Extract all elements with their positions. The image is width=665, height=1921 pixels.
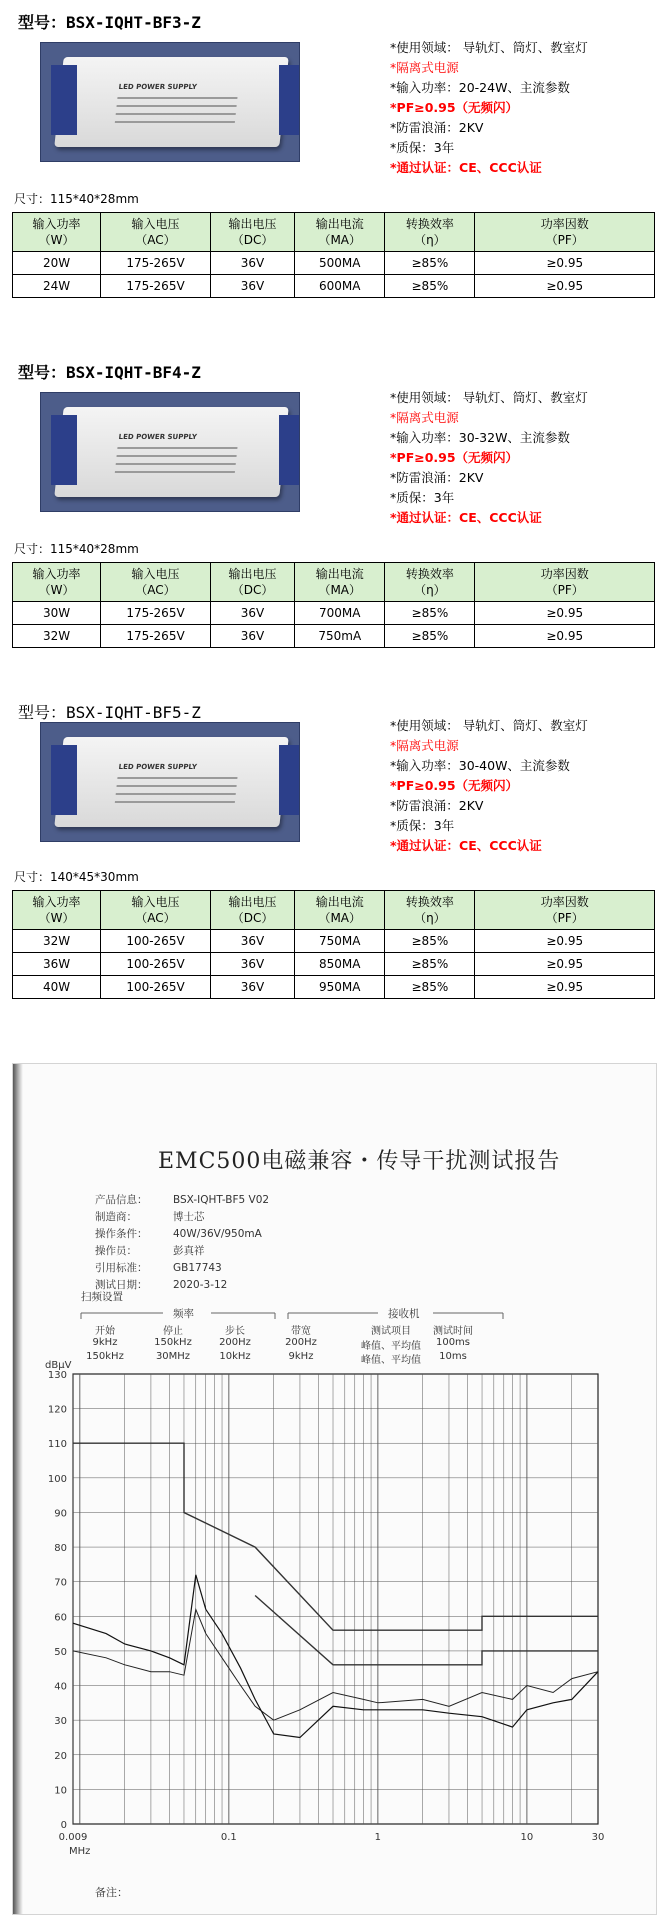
table-header-row	[13, 563, 655, 602]
info-value: 40W/36V/950mA	[173, 1228, 262, 1240]
x-tick-label: 30	[591, 1832, 605, 1843]
table-cell: 36V	[210, 625, 294, 648]
info-key: 操作条件：	[95, 1228, 148, 1240]
info-value: GB17743	[173, 1262, 222, 1274]
table-cell: 36V	[210, 953, 294, 976]
label-text: LED POWER SUPPLY	[118, 433, 198, 441]
table-cell: 175-265V	[101, 275, 211, 298]
label-lines	[114, 777, 237, 809]
spec-item: *质保：3年	[390, 818, 455, 833]
table-cell: 36V	[210, 275, 294, 298]
info-value: BSX-IQHT-BF5 V02	[173, 1194, 270, 1206]
header-unit: （MA）	[318, 911, 362, 925]
table-cell: 100-265V	[101, 976, 211, 999]
table-row	[13, 602, 655, 625]
table-cell: 36V	[210, 252, 294, 275]
table-header-cell	[13, 891, 101, 930]
info-key: 产品信息：	[95, 1194, 148, 1206]
header-label: 功率因数	[540, 217, 589, 231]
header-label: 输出电流	[315, 217, 364, 231]
y-tick-label: 80	[54, 1543, 67, 1555]
header-label: 输入电压	[131, 217, 180, 231]
y-axis-label: dBμV	[45, 1360, 72, 1371]
header-label: 输出电压	[228, 567, 277, 581]
sweep-header: 测试项目	[371, 1326, 411, 1337]
freq-group-label: 频率	[173, 1308, 194, 1320]
spec-item: *PF≥0.95（无频闪）	[390, 778, 519, 793]
size-label: 尺寸：115*40*28mm	[14, 542, 139, 556]
table-header-cell	[101, 563, 211, 602]
table-cell: 175-265V	[101, 252, 211, 275]
header-label: 输出电流	[315, 567, 364, 581]
spec-item: *输入功率：20-24W、主流参数	[390, 80, 570, 95]
label-text: LED POWER SUPPLY	[118, 83, 198, 91]
spec-item: *通过认证：CE、CCC认证	[390, 510, 542, 525]
table-cell: ≥0.95	[475, 953, 655, 976]
table-row	[13, 976, 655, 999]
table-cell: ≥0.95	[475, 275, 655, 298]
table-header-cell	[13, 563, 101, 602]
spec-item: *使用领域： 导轨灯、筒灯、教室灯	[390, 390, 588, 405]
header-label: 输入电压	[131, 895, 180, 909]
y-tick-label: 90	[54, 1508, 67, 1520]
spec-list	[390, 38, 588, 178]
y-tick-label: 70	[54, 1577, 67, 1589]
table-header-cell	[475, 891, 655, 930]
spec-item: *输入功率：30-32W、主流参数	[390, 430, 570, 445]
header-unit: （η）	[414, 583, 446, 597]
emc-chart	[13, 1354, 656, 1874]
table-cell: 500MA	[295, 252, 385, 275]
x-axis-label: MHz	[69, 1846, 91, 1857]
header-unit: （W）	[38, 583, 75, 597]
y-tick-label: 100	[47, 1473, 67, 1485]
driver-housing	[54, 57, 288, 147]
sweep-cell: 100ms	[435, 1337, 471, 1348]
table-cell: ≥85%	[385, 602, 475, 625]
x-tick-label: 0.009	[58, 1832, 88, 1843]
spec-item: *使用领域： 导轨灯、筒灯、教室灯	[390, 718, 588, 733]
table-cell: 30W	[13, 602, 101, 625]
end-cap	[279, 415, 300, 485]
model-title: 型号：BSX-IQHT-BF5-Z	[18, 703, 201, 722]
spec-item: *PF≥0.95（无频闪）	[390, 100, 519, 115]
y-tick-label: 110	[47, 1439, 67, 1451]
spec-list	[390, 716, 588, 856]
report-title: EMC500电磁兼容・传导干扰测试报告	[158, 1149, 561, 1174]
sweep-cell: 200Hz	[219, 1337, 251, 1348]
table-cell: 36V	[210, 976, 294, 999]
header-label: 输出电流	[315, 895, 364, 909]
end-cap	[279, 745, 300, 815]
y-tick-label: 0	[60, 1820, 67, 1831]
spec-item: *防雷浪涌：2KV	[390, 120, 484, 135]
info-value: 博士芯	[173, 1211, 205, 1223]
spec-list	[390, 388, 588, 528]
header-label: 输入功率	[32, 217, 81, 231]
header-unit: （AC）	[135, 911, 176, 925]
table-row	[13, 625, 655, 648]
y-tick-label: 40	[54, 1681, 67, 1693]
table-header-cell	[295, 563, 385, 602]
sweep-cell: 200Hz	[285, 1337, 317, 1348]
table-cell: ≥85%	[385, 625, 475, 648]
y-tick-label: 130	[47, 1370, 67, 1381]
sweep-header: 开始	[95, 1326, 115, 1337]
table-cell: 700MA	[295, 602, 385, 625]
sweep-header: 带宽	[291, 1326, 311, 1337]
sweep-group-lines	[13, 1064, 656, 1364]
sweep-cell: 30MHz	[155, 1351, 191, 1362]
table-header-cell	[385, 563, 475, 602]
table-header-row	[13, 213, 655, 252]
report-note: 备注：	[95, 1886, 128, 1899]
sweep-header: 测试时间	[433, 1326, 473, 1337]
driver-housing	[54, 737, 288, 827]
header-label: 功率因数	[540, 895, 589, 909]
table-row	[13, 275, 655, 298]
table-cell: ≥0.95	[475, 602, 655, 625]
table-cell: ≥85%	[385, 953, 475, 976]
header-unit: （PF）	[545, 911, 584, 925]
spec-item: *通过认证：CE、CCC认证	[390, 160, 542, 175]
header-unit: （AC）	[135, 583, 176, 597]
header-label: 输出电压	[228, 895, 277, 909]
table-row	[13, 252, 655, 275]
table-header-cell	[101, 213, 211, 252]
spec-item: *隔离式电源	[390, 60, 459, 75]
sweep-cell: 峰值、平均值	[361, 1341, 421, 1352]
table-cell: ≥0.95	[475, 930, 655, 953]
header-unit: （AC）	[135, 233, 176, 247]
header-label: 输入功率	[32, 567, 81, 581]
spec-item: *隔离式电源	[390, 410, 459, 425]
spec-item: *防雷浪涌：2KV	[390, 470, 484, 485]
sweep-cell: 10kHz	[219, 1351, 251, 1362]
info-key: 引用标准：	[95, 1262, 148, 1274]
table-cell: 750MA	[295, 930, 385, 953]
spec-table	[12, 890, 655, 999]
info-value: 彭真祥	[173, 1245, 205, 1257]
limit-line-series	[73, 1443, 598, 1630]
table-header-cell	[101, 891, 211, 930]
header-label: 转换效率	[405, 567, 454, 581]
table-cell: 36V	[210, 602, 294, 625]
model-title: 型号：BSX-IQHT-BF3-Z	[18, 13, 201, 32]
sweep-cell: 9kHz	[288, 1351, 314, 1362]
recv-group-label: 接收机	[388, 1308, 420, 1320]
header-unit: （PF）	[545, 583, 584, 597]
table-header-cell	[210, 891, 294, 930]
header-label: 功率因数	[540, 567, 589, 581]
table-cell: 100-265V	[101, 930, 211, 953]
table-cell: ≥85%	[385, 976, 475, 999]
spec-item: *质保：3年	[390, 490, 455, 505]
header-label: 输入电压	[131, 567, 180, 581]
table-row	[13, 930, 655, 953]
header-label: 输入功率	[32, 895, 81, 909]
table-cell: 32W	[13, 930, 101, 953]
header-label: 转换效率	[405, 895, 454, 909]
table-cell: ≥85%	[385, 275, 475, 298]
table-cell: 100-265V	[101, 953, 211, 976]
header-unit: （W）	[38, 233, 75, 247]
table-cell: 32W	[13, 625, 101, 648]
info-key: 制造商：	[95, 1211, 137, 1223]
sweep-title: 扫频设置	[81, 1291, 123, 1303]
header-unit: （η）	[414, 233, 446, 247]
table-cell: ≥85%	[385, 252, 475, 275]
table-header-cell	[295, 891, 385, 930]
sweep-cell: 10ms	[439, 1351, 467, 1362]
table-header-cell	[385, 213, 475, 252]
info-value: 2020-3-12	[173, 1279, 228, 1291]
x-tick-label: 0.1	[220, 1832, 237, 1843]
table-cell: ≥0.95	[475, 252, 655, 275]
sweep-cell: 9kHz	[92, 1337, 118, 1348]
y-tick-label: 60	[54, 1612, 67, 1624]
table-cell: 850MA	[295, 953, 385, 976]
spec-table	[12, 212, 655, 298]
table-cell: 36V	[210, 930, 294, 953]
table-cell: ≥85%	[385, 930, 475, 953]
spec-item: *PF≥0.95（无频闪）	[390, 450, 519, 465]
table-cell: 36W	[13, 953, 101, 976]
table-header-cell	[210, 213, 294, 252]
header-unit: （W）	[38, 911, 75, 925]
product-photo	[40, 722, 300, 842]
spec-item: *通过认证：CE、CCC认证	[390, 838, 542, 853]
header-unit: （DC）	[231, 233, 274, 247]
emc-report	[12, 1063, 657, 1915]
table-cell: 750mA	[295, 625, 385, 648]
table-cell: 950MA	[295, 976, 385, 999]
header-unit: （MA）	[318, 583, 362, 597]
table-header-row	[13, 891, 655, 930]
y-tick-label: 20	[54, 1750, 67, 1762]
info-key: 测试日期：	[95, 1279, 148, 1291]
table-header-cell	[475, 213, 655, 252]
table-header-cell	[475, 563, 655, 602]
table-cell: 175-265V	[101, 625, 211, 648]
table-cell: 40W	[13, 976, 101, 999]
table-header-cell	[210, 563, 294, 602]
header-unit: （PF）	[545, 233, 584, 247]
y-tick-label: 120	[47, 1404, 67, 1416]
header-unit: （MA）	[318, 233, 362, 247]
header-unit: （DC）	[231, 583, 274, 597]
table-header-cell	[385, 891, 475, 930]
spec-item: *防雷浪涌：2KV	[390, 798, 484, 813]
table-cell: ≥0.95	[475, 976, 655, 999]
table-header-cell	[295, 213, 385, 252]
measurement-series	[73, 1575, 598, 1738]
header-label: 输出电压	[228, 217, 277, 231]
table-cell: ≥0.95	[475, 625, 655, 648]
spec-item: *隔离式电源	[390, 738, 459, 753]
sweep-cell: 150kHz	[154, 1337, 192, 1348]
spec-item: *使用领域： 导轨灯、筒灯、教室灯	[390, 40, 588, 55]
size-label: 尺寸：140*45*30mm	[14, 870, 139, 884]
model-title: 型号：BSX-IQHT-BF4-Z	[18, 363, 201, 382]
x-tick-label: 10	[520, 1832, 534, 1843]
table-cell: 20W	[13, 252, 101, 275]
label-lines	[114, 447, 237, 479]
plot-frame	[73, 1374, 598, 1824]
table-header-cell	[13, 213, 101, 252]
table-cell: 24W	[13, 275, 101, 298]
spec-item: *输入功率：30-40W、主流参数	[390, 758, 570, 773]
header-label: 转换效率	[405, 217, 454, 231]
end-cap	[51, 65, 77, 135]
end-cap	[279, 65, 300, 135]
y-tick-label: 50	[54, 1646, 67, 1658]
size-label: 尺寸：115*40*28mm	[14, 192, 139, 206]
header-unit: （η）	[414, 911, 446, 925]
table-row	[13, 953, 655, 976]
sweep-header: 停止	[163, 1326, 183, 1337]
spec-item: *质保：3年	[390, 140, 455, 155]
spec-table	[12, 562, 655, 648]
label-lines	[114, 97, 237, 129]
header-unit: （DC）	[231, 911, 274, 925]
sweep-cell: 峰值、平均值	[361, 1355, 421, 1366]
y-tick-label: 30	[54, 1716, 67, 1728]
end-cap	[51, 745, 77, 815]
label-text: LED POWER SUPPLY	[118, 763, 198, 771]
driver-housing	[54, 407, 288, 497]
info-key: 操作员：	[95, 1245, 137, 1257]
y-tick-label: 10	[54, 1785, 67, 1797]
table-cell: 600MA	[295, 275, 385, 298]
product-photo	[40, 42, 300, 162]
sweep-header: 步长	[225, 1326, 245, 1337]
table-cell: 175-265V	[101, 602, 211, 625]
product-photo	[40, 392, 300, 512]
end-cap	[51, 415, 77, 485]
x-tick-label: 1	[374, 1832, 382, 1843]
sweep-cell: 150kHz	[86, 1351, 124, 1362]
